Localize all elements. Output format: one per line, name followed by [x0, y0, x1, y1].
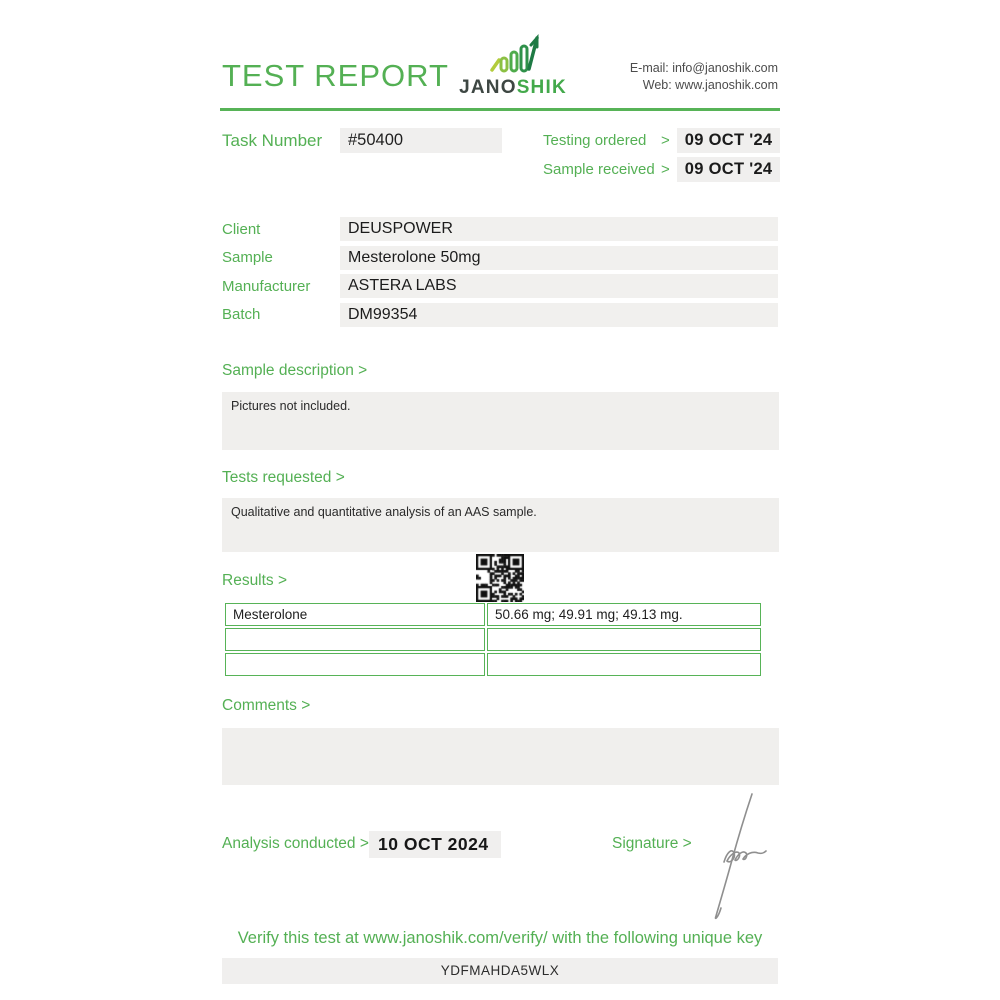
sample-label: Sample	[222, 249, 273, 266]
arrow-glyph: >	[661, 132, 670, 149]
sample-details-block	[222, 217, 778, 331]
comments-box	[222, 728, 779, 785]
dates-block	[543, 128, 780, 186]
results-table	[225, 603, 772, 678]
contact-info	[630, 60, 778, 94]
sample-description-heading: Sample description >	[222, 362, 368, 379]
comments-heading: Comments >	[222, 697, 311, 714]
result-analyte-cell: Mesterolone	[225, 603, 485, 626]
table-row	[225, 653, 772, 676]
result-analyte-cell	[225, 653, 485, 676]
batch-value: DM99354	[340, 303, 778, 327]
logo-text-primary: JANO	[459, 77, 517, 98]
verify-instruction: Verify this test at www.janoshik.com/verify/ with the following unique key	[237, 929, 763, 947]
tests-requested-heading: Tests requested >	[222, 469, 345, 486]
batch-row	[222, 303, 778, 327]
janoshik-logo	[448, 33, 578, 99]
table-row	[225, 603, 772, 626]
manufacturer-value: ASTERA LABS	[340, 274, 778, 298]
signature-label: Signature >	[612, 835, 692, 852]
testing-ordered-value: 09 OCT '24	[677, 128, 781, 153]
page-title: TEST REPORT	[222, 58, 449, 93]
table-row	[225, 628, 772, 651]
analysis-conducted-label: Analysis conducted >	[222, 835, 369, 852]
logo-text-accent: SHIK	[516, 77, 567, 98]
sample-received-row	[543, 157, 780, 182]
tests-requested-box: Qualitative and quantitative analysis of an AAS sample.	[222, 498, 779, 552]
sample-received-value: 09 OCT '24	[677, 157, 781, 182]
client-label: Client	[222, 220, 261, 238]
result-value-cell	[487, 628, 761, 651]
arrow-glyph: >	[661, 161, 670, 178]
verify-key: YDFMAHDA5WLX	[222, 958, 778, 984]
sample-value: Mesterolone 50mg	[340, 246, 778, 270]
result-value-cell: 50.66 mg; 49.91 mg; 49.13 mg.	[487, 603, 761, 626]
sample-row	[222, 246, 778, 270]
task-number-value: #50400	[340, 128, 502, 153]
manufacturer-label: Manufacturer	[222, 277, 311, 295]
results-heading: Results >	[222, 572, 288, 589]
analysis-conducted-value: 10 OCT 2024	[369, 831, 501, 858]
client-value: DEUSPOWER	[340, 217, 778, 241]
sample-received-label: Sample received	[543, 161, 655, 178]
client-row	[222, 217, 778, 241]
sample-description-box: Pictures not included.	[222, 392, 779, 450]
contact-web: Web: www.janoshik.com	[642, 78, 778, 92]
task-number-label: Task Number	[222, 131, 323, 150]
bar-chart-growth-icon	[485, 33, 541, 77]
logo-wordmark	[448, 77, 578, 99]
testing-ordered-label: Testing ordered	[543, 132, 647, 149]
result-analyte-cell	[225, 628, 485, 651]
signature-image	[694, 790, 772, 924]
manufacturer-row	[222, 274, 778, 298]
batch-label: Batch	[222, 306, 261, 323]
qr-code	[476, 554, 524, 602]
header-divider	[220, 108, 780, 111]
contact-email: E-mail: info@janoshik.com	[629, 61, 778, 75]
testing-ordered-row	[543, 128, 780, 153]
result-value-cell	[487, 653, 761, 676]
